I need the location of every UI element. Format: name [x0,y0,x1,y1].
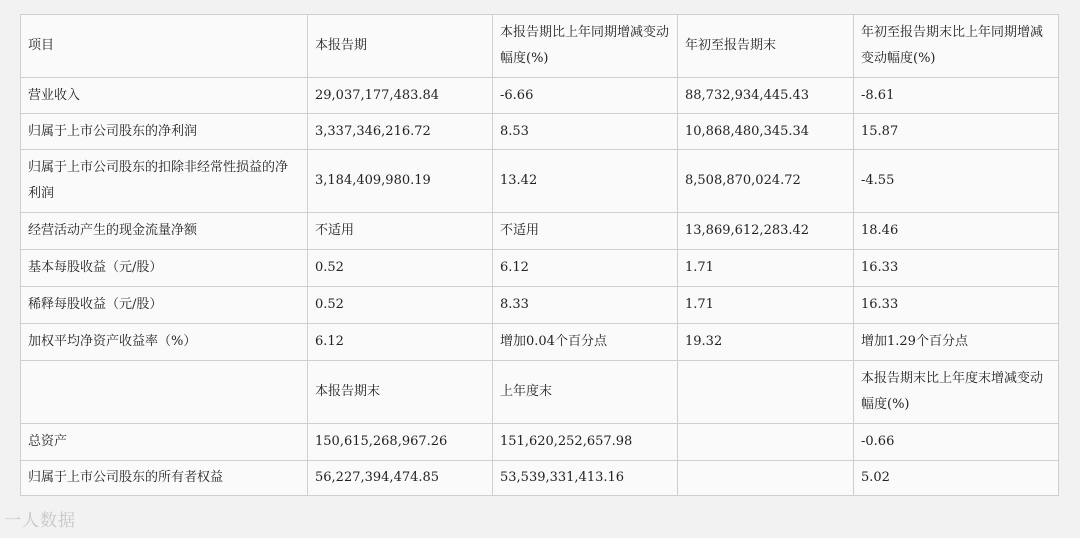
table-cell: 3,184,409,980.19 [308,150,493,213]
table-cell: 0.52 [308,287,493,324]
header-cell [21,361,308,424]
table-cell: 15.87 [854,114,1059,150]
table-cell [678,461,854,496]
row-label: 总资产 [21,424,308,461]
table-cell: -6.66 [493,78,678,114]
table-cell: 16.33 [854,287,1059,324]
table-cell: -4.55 [854,150,1059,213]
row-label: 归属于上市公司股东的扣除非经常性损益的净利润 [21,150,308,213]
row-label: 营业收入 [21,78,308,114]
header-cell [678,361,854,424]
table-row [21,78,1059,114]
header-cell: 年初至报告期末比上年同期增减变动幅度(%) [854,15,1059,78]
table-cell: 不适用 [308,213,493,250]
table-row [21,287,1059,324]
table-cell: 13.42 [493,150,678,213]
table-cell: -8.61 [854,78,1059,114]
table-cell: 88,732,934,445.43 [678,78,854,114]
table-row [21,213,1059,250]
table-row [21,150,1059,213]
row-label: 经营活动产生的现金流量净额 [21,213,308,250]
header-cell: 本报告期末比上年度末增减变动幅度(%) [854,361,1059,424]
table-cell: 8.53 [493,114,678,150]
header-cell: 年初至报告期末 [678,15,854,78]
watermark: 一人数据 [4,511,76,531]
table-cell: 增加1.29个百分点 [854,324,1059,361]
row-label: 基本每股收益（元/股） [21,250,308,287]
table-cell: 16.33 [854,250,1059,287]
table-cell: 不适用 [493,213,678,250]
table-row [21,461,1059,496]
table-cell: 8,508,870,024.72 [678,150,854,213]
table-cell: 1.71 [678,287,854,324]
table-cell: 53,539,331,413.16 [493,461,678,496]
table-cell: 150,615,268,967.26 [308,424,493,461]
table-header-row [21,15,1059,78]
table-cell: 18.46 [854,213,1059,250]
table-cell: 3,337,346,216.72 [308,114,493,150]
financial-data-table [20,14,1059,496]
table-cell: 6.12 [493,250,678,287]
table-cell: 6.12 [308,324,493,361]
table-cell: 10,868,480,345.34 [678,114,854,150]
table-cell: 0.52 [308,250,493,287]
header-cell: 本报告期比上年同期增减变动幅度(%) [493,15,678,78]
header-cell: 本报告期末 [308,361,493,424]
header-cell: 本报告期 [308,15,493,78]
table-cell: 56,227,394,474.85 [308,461,493,496]
row-label: 加权平均净资产收益率（%） [21,324,308,361]
row-label: 稀释每股收益（元/股） [21,287,308,324]
table-cell: 增加0.04个百分点 [493,324,678,361]
table-cell: 29,037,177,483.84 [308,78,493,114]
table-cell: -0.66 [854,424,1059,461]
row-label: 归属于上市公司股东的净利润 [21,114,308,150]
table-cell: 5.02 [854,461,1059,496]
row-label: 归属于上市公司股东的所有者权益 [21,461,308,496]
table-row [21,114,1059,150]
header-cell: 上年度末 [493,361,678,424]
table-cell: 1.71 [678,250,854,287]
table-cell: 151,620,252,657.98 [493,424,678,461]
table-row [21,424,1059,461]
table-cell [678,424,854,461]
table-subheader-row [21,361,1059,424]
header-cell: 项目 [21,15,308,78]
table-cell: 19.32 [678,324,854,361]
table-cell: 8.33 [493,287,678,324]
table-row [21,250,1059,287]
table-row [21,324,1059,361]
table-cell: 13,869,612,283.42 [678,213,854,250]
